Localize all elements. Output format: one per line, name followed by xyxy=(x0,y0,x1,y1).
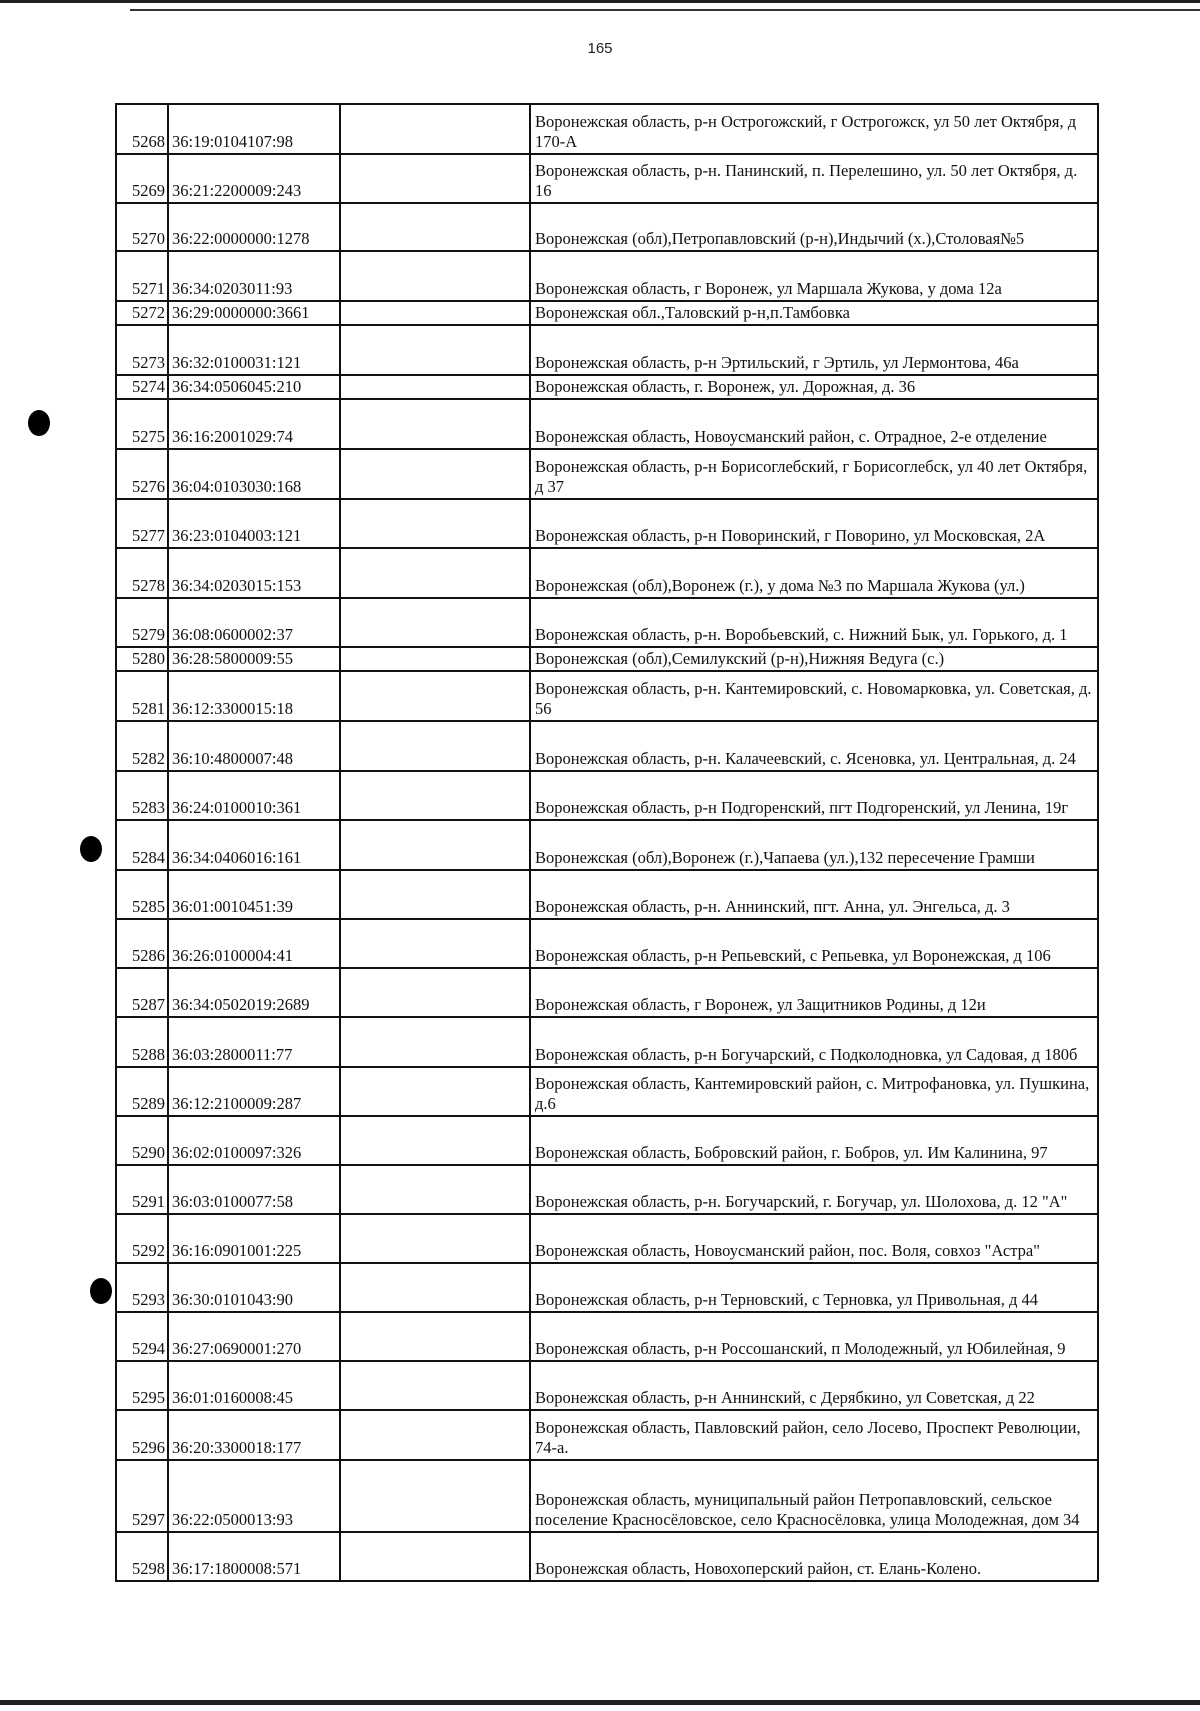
row-number-cell: 5278 xyxy=(116,548,168,598)
cadastral-number-cell: 36:32:0100031:121 xyxy=(168,325,340,375)
address-cell: Воронежская (обл),Воронеж (г.),Чапаева (ул.),132 пересечение Грамши xyxy=(530,820,1098,870)
address-cell: Воронежская (обл),Воронеж (г.), у дома №3 по Маршала Жукова (ул.) xyxy=(530,548,1098,598)
table-row xyxy=(116,203,1098,251)
row-number-cell: 5298 xyxy=(116,1532,168,1581)
cadastral-number-cell: 36:03:0100077:58 xyxy=(168,1165,340,1214)
cadastral-number-cell: 36:21:2200009:243 xyxy=(168,154,340,203)
empty-cell xyxy=(340,771,530,820)
empty-cell xyxy=(340,647,530,671)
row-number-cell: 5276 xyxy=(116,449,168,499)
empty-cell xyxy=(340,548,530,598)
row-number-cell: 5291 xyxy=(116,1165,168,1214)
hole-punch-mark xyxy=(28,410,50,436)
cadastral-number-cell: 36:02:0100097:326 xyxy=(168,1116,340,1165)
table-row xyxy=(116,671,1098,721)
empty-cell xyxy=(340,375,530,399)
table-row xyxy=(116,1263,1098,1312)
table-row xyxy=(116,104,1098,154)
cadastral-number-cell: 36:34:0506045:210 xyxy=(168,375,340,399)
address-cell: Воронежская обл.,Таловский р-н,п.Тамбовка xyxy=(530,301,1098,325)
registry-table xyxy=(115,103,1099,1582)
table-row xyxy=(116,1460,1098,1532)
cadastral-number-cell: 36:01:0160008:45 xyxy=(168,1361,340,1410)
table-row xyxy=(116,1116,1098,1165)
table-row xyxy=(116,771,1098,820)
table-row xyxy=(116,1312,1098,1361)
table-row xyxy=(116,154,1098,203)
table-row xyxy=(116,721,1098,771)
row-number-cell: 5296 xyxy=(116,1410,168,1460)
address-cell: Воронежская область, р-н. Калачеевский, с. Ясеновка, ул. Центральная, д. 24 xyxy=(530,721,1098,771)
empty-cell xyxy=(340,968,530,1017)
address-cell: Воронежская (обл),Семилукский (р-н),Нижняя Ведуга (с.) xyxy=(530,647,1098,671)
table-row xyxy=(116,820,1098,870)
address-cell: Воронежская (обл),Петропавловский (р-н),Индычий (х.),Столовая№5 xyxy=(530,203,1098,251)
empty-cell xyxy=(340,325,530,375)
cadastral-number-cell: 36:28:5800009:55 xyxy=(168,647,340,671)
row-number-cell: 5279 xyxy=(116,598,168,647)
table-row xyxy=(116,548,1098,598)
top-border-line xyxy=(0,0,1200,3)
cadastral-number-cell: 36:16:0901001:225 xyxy=(168,1214,340,1263)
row-number-cell: 5281 xyxy=(116,671,168,721)
table-row xyxy=(116,1017,1098,1067)
address-cell: Воронежская область, р-н Аннинский, с Дерябкино, ул Советская, д 22 xyxy=(530,1361,1098,1410)
row-number-cell: 5273 xyxy=(116,325,168,375)
row-number-cell: 5287 xyxy=(116,968,168,1017)
table-row xyxy=(116,598,1098,647)
row-number-cell: 5293 xyxy=(116,1263,168,1312)
row-number-cell: 5289 xyxy=(116,1067,168,1116)
cadastral-number-cell: 36:01:0010451:39 xyxy=(168,870,340,919)
table-row xyxy=(116,968,1098,1017)
empty-cell xyxy=(340,449,530,499)
cadastral-number-cell: 36:04:0103030:168 xyxy=(168,449,340,499)
hole-punch-mark xyxy=(80,836,102,862)
address-cell: Воронежская область, Новоусманский район, пос. Воля, совхоз "Астра" xyxy=(530,1214,1098,1263)
empty-cell xyxy=(340,499,530,548)
cadastral-number-cell: 36:12:2100009:287 xyxy=(168,1067,340,1116)
empty-cell xyxy=(340,1410,530,1460)
registry-table-body xyxy=(116,104,1098,1581)
empty-cell xyxy=(340,1361,530,1410)
address-cell: Воронежская область, Бобровский район, г. Бобров, ул. Им Калинина, 97 xyxy=(530,1116,1098,1165)
address-cell: Воронежская область, р-н Репьевский, с Репьевка, ул Воронежская, д 106 xyxy=(530,919,1098,968)
row-number-cell: 5297 xyxy=(116,1460,168,1532)
row-number-cell: 5283 xyxy=(116,771,168,820)
address-cell: Воронежская область, г Воронеж, ул Маршала Жукова, у дома 12а xyxy=(530,251,1098,301)
cadastral-number-cell: 36:22:0500013:93 xyxy=(168,1460,340,1532)
cadastral-number-cell: 36:34:0203011:93 xyxy=(168,251,340,301)
table-row xyxy=(116,251,1098,301)
address-cell: Воронежская область, р-н Подгоренский, пгт Подгоренский, ул Ленина, 19г xyxy=(530,771,1098,820)
bottom-border-line xyxy=(0,1700,1200,1705)
cadastral-number-cell: 36:24:0100010:361 xyxy=(168,771,340,820)
cadastral-number-cell: 36:23:0104003:121 xyxy=(168,499,340,548)
row-number-cell: 5295 xyxy=(116,1361,168,1410)
row-number-cell: 5268 xyxy=(116,104,168,154)
empty-cell xyxy=(340,251,530,301)
empty-cell xyxy=(340,1067,530,1116)
top-border-line-inner xyxy=(130,9,1200,11)
cadastral-number-cell: 36:26:0100004:41 xyxy=(168,919,340,968)
address-cell: Воронежская область, р-н. Кантемировский, с. Новомарковка, ул. Советская, д. 56 xyxy=(530,671,1098,721)
empty-cell xyxy=(340,1116,530,1165)
row-number-cell: 5284 xyxy=(116,820,168,870)
empty-cell xyxy=(340,1165,530,1214)
cadastral-number-cell: 36:29:0000000:3661 xyxy=(168,301,340,325)
address-cell: Воронежская область, р-н. Панинский, п. Перелешино, ул. 50 лет Октября, д. 16 xyxy=(530,154,1098,203)
row-number-cell: 5288 xyxy=(116,1017,168,1067)
address-cell: Воронежская область, р-н Россошанский, п Молодежный, ул Юбилейная, 9 xyxy=(530,1312,1098,1361)
address-cell: Воронежская область, Новохоперский район, ст. Елань-Колено. xyxy=(530,1532,1098,1581)
row-number-cell: 5292 xyxy=(116,1214,168,1263)
empty-cell xyxy=(340,1532,530,1581)
address-cell: Воронежская область, р-н Эртильский, г Эртиль, ул Лермонтова, 46а xyxy=(530,325,1098,375)
cadastral-number-cell: 36:27:0690001:270 xyxy=(168,1312,340,1361)
table-row xyxy=(116,1214,1098,1263)
address-cell: Воронежская область, р-н Острогожский, г Острогожск, ул 50 лет Октября, д 170-А xyxy=(530,104,1098,154)
row-number-cell: 5271 xyxy=(116,251,168,301)
empty-cell xyxy=(340,203,530,251)
row-number-cell: 5269 xyxy=(116,154,168,203)
empty-cell xyxy=(340,1460,530,1532)
page-number: 165 xyxy=(587,40,613,57)
cadastral-number-cell: 36:12:3300015:18 xyxy=(168,671,340,721)
table-row xyxy=(116,375,1098,399)
row-number-cell: 5272 xyxy=(116,301,168,325)
row-number-cell: 5277 xyxy=(116,499,168,548)
empty-cell xyxy=(340,1263,530,1312)
table-row xyxy=(116,399,1098,449)
table-row xyxy=(116,301,1098,325)
table-row xyxy=(116,499,1098,548)
address-cell: Воронежская область, р-н Поворинский, г Поворино, ул Московская, 2А xyxy=(530,499,1098,548)
address-cell: Воронежская область, р-н. Богучарский, г. Богучар, ул. Шолохова, д. 12 "А" xyxy=(530,1165,1098,1214)
table-row xyxy=(116,1165,1098,1214)
row-number-cell: 5270 xyxy=(116,203,168,251)
table-row xyxy=(116,1361,1098,1410)
empty-cell xyxy=(340,919,530,968)
row-number-cell: 5274 xyxy=(116,375,168,399)
cadastral-number-cell: 36:30:0101043:90 xyxy=(168,1263,340,1312)
cadastral-number-cell: 36:17:1800008:571 xyxy=(168,1532,340,1581)
row-number-cell: 5280 xyxy=(116,647,168,671)
row-number-cell: 5282 xyxy=(116,721,168,771)
cadastral-number-cell: 36:34:0502019:2689 xyxy=(168,968,340,1017)
table-row xyxy=(116,1410,1098,1460)
address-cell: Воронежская область, р-н. Воробьевский, с. Нижний Бык, ул. Горького, д. 1 xyxy=(530,598,1098,647)
table-row xyxy=(116,449,1098,499)
empty-cell xyxy=(340,870,530,919)
row-number-cell: 5285 xyxy=(116,870,168,919)
empty-cell xyxy=(340,154,530,203)
cadastral-number-cell: 36:34:0406016:161 xyxy=(168,820,340,870)
hole-punch-mark xyxy=(90,1278,112,1304)
empty-cell xyxy=(340,1214,530,1263)
address-cell: Воронежская область, г Воронеж, ул Защитников Родины, д 12и xyxy=(530,968,1098,1017)
cadastral-number-cell: 36:20:3300018:177 xyxy=(168,1410,340,1460)
cadastral-number-cell: 36:10:4800007:48 xyxy=(168,721,340,771)
empty-cell xyxy=(340,104,530,154)
cadastral-number-cell: 36:34:0203015:153 xyxy=(168,548,340,598)
empty-cell xyxy=(340,1017,530,1067)
row-number-cell: 5286 xyxy=(116,919,168,968)
empty-cell xyxy=(340,721,530,771)
address-cell: Воронежская область, Новоусманский район, с. Отрадное, 2-е отделение xyxy=(530,399,1098,449)
empty-cell xyxy=(340,399,530,449)
address-cell: Воронежская область, р-н Борисоглебский, г Борисоглебск, ул 40 лет Октября, д 37 xyxy=(530,449,1098,499)
empty-cell xyxy=(340,598,530,647)
empty-cell xyxy=(340,1312,530,1361)
empty-cell xyxy=(340,671,530,721)
table-row xyxy=(116,325,1098,375)
cadastral-number-cell: 36:22:0000000:1278 xyxy=(168,203,340,251)
table-row xyxy=(116,870,1098,919)
row-number-cell: 5290 xyxy=(116,1116,168,1165)
registry-table-wrapper xyxy=(115,103,1097,1582)
address-cell: Воронежская область, г. Воронеж, ул. Дорожная, д. 36 xyxy=(530,375,1098,399)
address-cell: Воронежская область, р-н Терновский, с Терновка, ул Привольная, д 44 xyxy=(530,1263,1098,1312)
row-number-cell: 5294 xyxy=(116,1312,168,1361)
address-cell: Воронежская область, Павловский район, село Лосево, Проспект Революции, 74-а. xyxy=(530,1410,1098,1460)
empty-cell xyxy=(340,301,530,325)
address-cell: Воронежская область, р-н Богучарский, с Подколодновка, ул Садовая, д 180б xyxy=(530,1017,1098,1067)
address-cell: Воронежская область, муниципальный район Петропавловский, сельское поселение Красносёловское, село Красносёловка, улица Молодежная, дом 34 xyxy=(530,1460,1098,1532)
cadastral-number-cell: 36:08:0600002:37 xyxy=(168,598,340,647)
cadastral-number-cell: 36:16:2001029:74 xyxy=(168,399,340,449)
address-cell: Воронежская область, Кантемировский район, с. Митрофановка, ул. Пушкина, д.6 xyxy=(530,1067,1098,1116)
empty-cell xyxy=(340,820,530,870)
cadastral-number-cell: 36:19:0104107:98 xyxy=(168,104,340,154)
row-number-cell: 5275 xyxy=(116,399,168,449)
table-row xyxy=(116,1067,1098,1116)
table-row xyxy=(116,1532,1098,1581)
address-cell: Воронежская область, р-н. Аннинский, пгт. Анна, ул. Энгельса, д. 3 xyxy=(530,870,1098,919)
cadastral-number-cell: 36:03:2800011:77 xyxy=(168,1017,340,1067)
table-row xyxy=(116,647,1098,671)
table-row xyxy=(116,919,1098,968)
